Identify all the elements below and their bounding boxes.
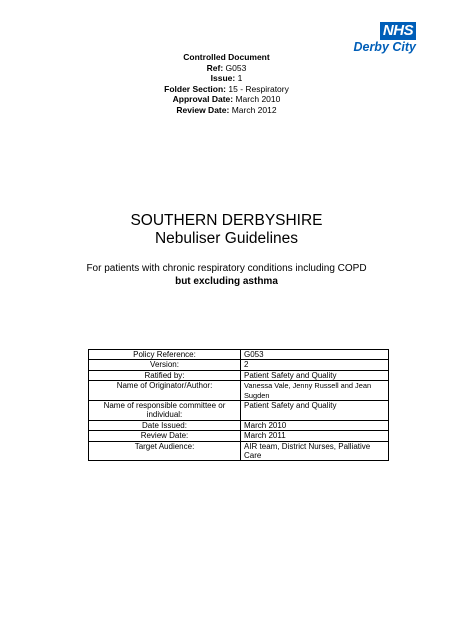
table-row <box>89 431 389 441</box>
version-value: 2 <box>241 360 389 370</box>
target-audience-label: Target Audience: <box>89 441 241 461</box>
responsible-committee-label: Name of responsible committee or individual: <box>89 401 241 421</box>
ratified-by-value: Patient Safety and Quality <box>241 370 389 380</box>
date-issued-label: Date Issued: <box>89 420 241 430</box>
approval-date-value: March 2010 <box>235 94 281 104</box>
issue-value: 1 <box>237 73 243 83</box>
table-row <box>89 401 389 421</box>
review-date-label: Review Date: <box>176 104 230 115</box>
subtitle-line-1: For patients with chronic respiratory conditions including COPD <box>86 263 367 274</box>
organisation-name: Derby City <box>353 40 416 54</box>
folder-section-value: 15 - Respiratory <box>228 83 289 94</box>
policy-details-table <box>88 349 389 461</box>
controlled-document-block <box>0 52 453 115</box>
document-subtitle <box>0 263 453 288</box>
document-title <box>0 212 453 248</box>
review-date-table-label: Review Date: <box>89 431 241 441</box>
table-row <box>89 381 389 401</box>
issue-label: Issue: <box>210 73 236 83</box>
target-audience-value: AIR team, District Nurses, Palliative Care <box>241 441 389 461</box>
policy-reference-value: G053 <box>241 350 389 360</box>
policy-reference-label: Policy Reference: <box>89 350 241 360</box>
table-row <box>89 360 389 370</box>
title-line-2: Nebuliser Guidelines <box>154 230 299 247</box>
ratified-by-label: Ratified by: <box>89 370 241 380</box>
version-label: Version: <box>89 360 241 370</box>
ref-label: Ref: <box>206 62 224 73</box>
review-date-table-value: March 2011 <box>241 431 389 441</box>
date-issued-value: March 2010 <box>241 420 389 430</box>
originator-author-label: Name of Originator/Author: <box>89 381 241 401</box>
table-row <box>89 350 389 360</box>
review-date-value: March 2012 <box>231 104 277 115</box>
approval-date-label: Approval Date: <box>172 94 234 104</box>
folder-section-label: Folder Section: <box>164 83 227 94</box>
originator-author-value: Vanessa Vale, Jenny Russell and Jean Sugden <box>241 381 389 401</box>
title-line-1: SOUTHERN DERBYSHIRE <box>130 212 323 229</box>
nhs-logo <box>344 22 416 56</box>
controlled-document-heading: Controlled Document <box>183 52 270 62</box>
nhs-logo-mark: NHS <box>380 22 416 40</box>
responsible-committee-value: Patient Safety and Quality <box>241 401 389 421</box>
table-row <box>89 420 389 430</box>
subtitle-line-2: but excluding asthma <box>175 275 278 287</box>
ref-value: G053 <box>225 62 247 73</box>
table-row <box>89 441 389 461</box>
table-row <box>89 370 389 380</box>
